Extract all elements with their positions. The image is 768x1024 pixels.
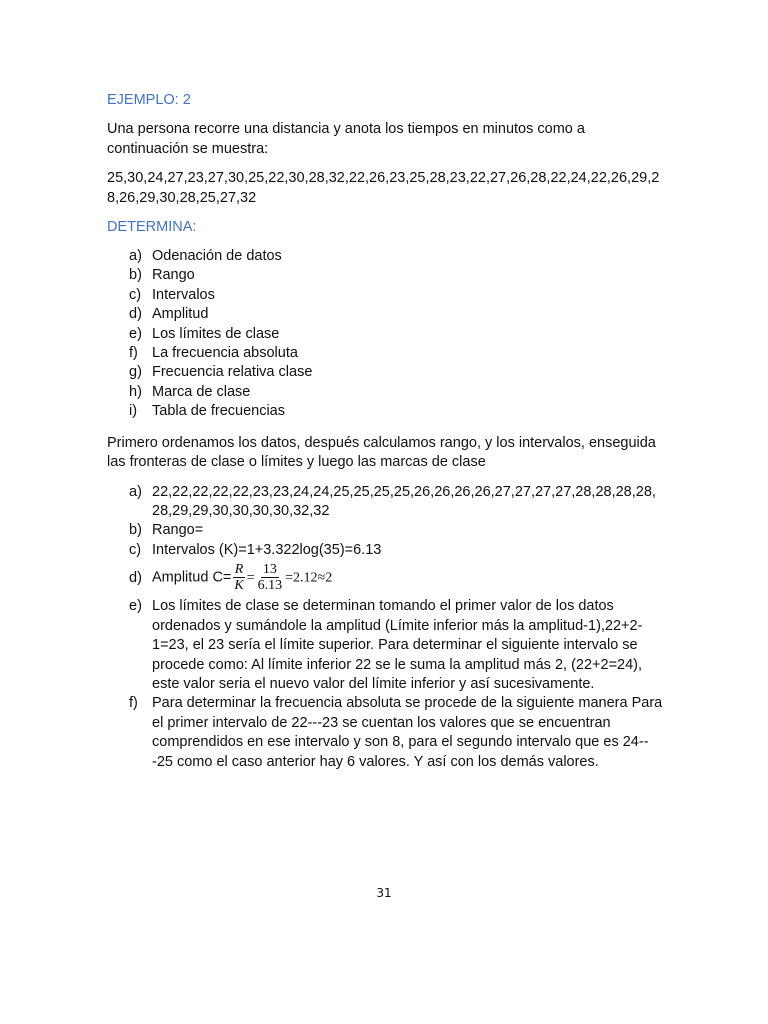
document-body [107, 90, 663, 772]
list-item: c) Intervalos [129, 286, 215, 303]
fraction-13-over-6-13: $\frac{13}{6.13}$ [257, 562, 283, 594]
class-limits-text: Los límites de clase se determinan tomando el primer valor de los datos ordenados y sumándole la amplitud (Límite inferior más la amplitud-1),22+2-1=23, el 23 sería el límite superior. Para determinar el siguiente intervalo se procede como: Al límite inferior 22 se le suma la amplitud más 2, (22+2=24), este valor seria el nuevo valor del límite inferior y así sucesivamente. [152, 598, 643, 692]
task-list [107, 247, 663, 422]
example-title: EJEMPLO: 2 [107, 92, 191, 108]
absolute-frequency-text: Para determinar la frecuencia absoluta se procede de la siguiente manera Para el primer intervalo de 22---23 se cuentan los valores que se encuentran comprendidos en ese intervalo y son 8, para el segundo intervalo que es 24---25 como el caso anterior hay 6 valores. Y así con los demás valores. [152, 695, 663, 770]
fraction-r-over-k: $\frac{R}{K}$ [234, 562, 244, 594]
list-item: a) Odenación de datos [129, 248, 282, 264]
raw-data: 25,30,24,27,23,27,30,25,22,30,28,32,22,26,23,25,28,23,22,27,26,28,22,24,22,26,29,28,26,29,30,28,25,27,32 [107, 170, 660, 206]
determine-title: DETERMINA: [107, 219, 197, 235]
list-item: b) Rango [129, 267, 195, 284]
list-item: d) Amplitud C= $\frac{R}{K}$ = $\frac{13}{6.13}$ =2.12≈2 [107, 562, 663, 593]
list-item: i) Tabla de frecuencias [129, 403, 285, 420]
solution-list [107, 483, 663, 772]
intervals-text: Intervalos (K)=1+3.322log(35)=6.13 [152, 541, 382, 558]
page-number: 31 [376, 886, 392, 900]
intro-paragraph: Una persona recorre una distancia y anota los tiempos en minutos como a continuación se muestra: [107, 121, 585, 157]
list-item: f) Para determinar la frecuencia absoluta se procede de la siguiente manera Para el primer intervalo de 22---23 se cuentan los valores que se encuentran comprendidos en ese intervalo y son 8, para el segundo intervalo que es 24---25 como el caso anterior hay 6 valores. Y así con los demás valores. [107, 694, 663, 772]
list-item: c) Intervalos (K)=1+3.322log(35)=6.13 [107, 541, 663, 560]
list-item: e) Los límites de clase [129, 325, 280, 342]
list-item: g) Frecuencia relativa clase [129, 364, 313, 381]
sorted-data: 22,22,22,22,22,23,23,24,24,25,25,25,25,26,26,26,26,27,27,27,27,28,28,28,28,28,29,29,30,30,30,30,32,32 [152, 483, 656, 520]
amplitude-formula: Amplitud C= $\frac{R}{K}$ = $\frac{13}{6.13}$ =2.12≈2 [152, 562, 333, 594]
list-item: a) 22,22,22,22,22,23,23,24,24,25,25,25,25,26,26,26,26,27,27,27,27,28,28,28,28,28,29,29,30,30,30,30,32,32 [107, 483, 663, 522]
list-item: d) Amplitud [129, 306, 209, 323]
list-item: f) La frecuencia absoluta [129, 345, 298, 362]
list-item: h) Marca de clase [129, 383, 251, 400]
range-text: Rango= [152, 522, 204, 539]
explanation-paragraph: Primero ordenamos los datos, después calculamos rango, y los intervalos, enseguida las fronteras de clase o límites y luego las marcas de clase [107, 434, 656, 471]
list-item: b) Rango= [107, 521, 663, 540]
list-item: e) Los límites de clase se determinan tomando el primer valor de los datos ordenados y sumándole la amplitud (Límite inferior más la amplitud-1),22+2-1=23, el 23 sería el límite superior. Para determinar el siguiente intervalo se procede como: Al límite inferior 22 se le suma la amplitud más 2, (22+2=24), este valor seria el nuevo valor del límite inferior y así sucesivamente. [107, 597, 663, 694]
